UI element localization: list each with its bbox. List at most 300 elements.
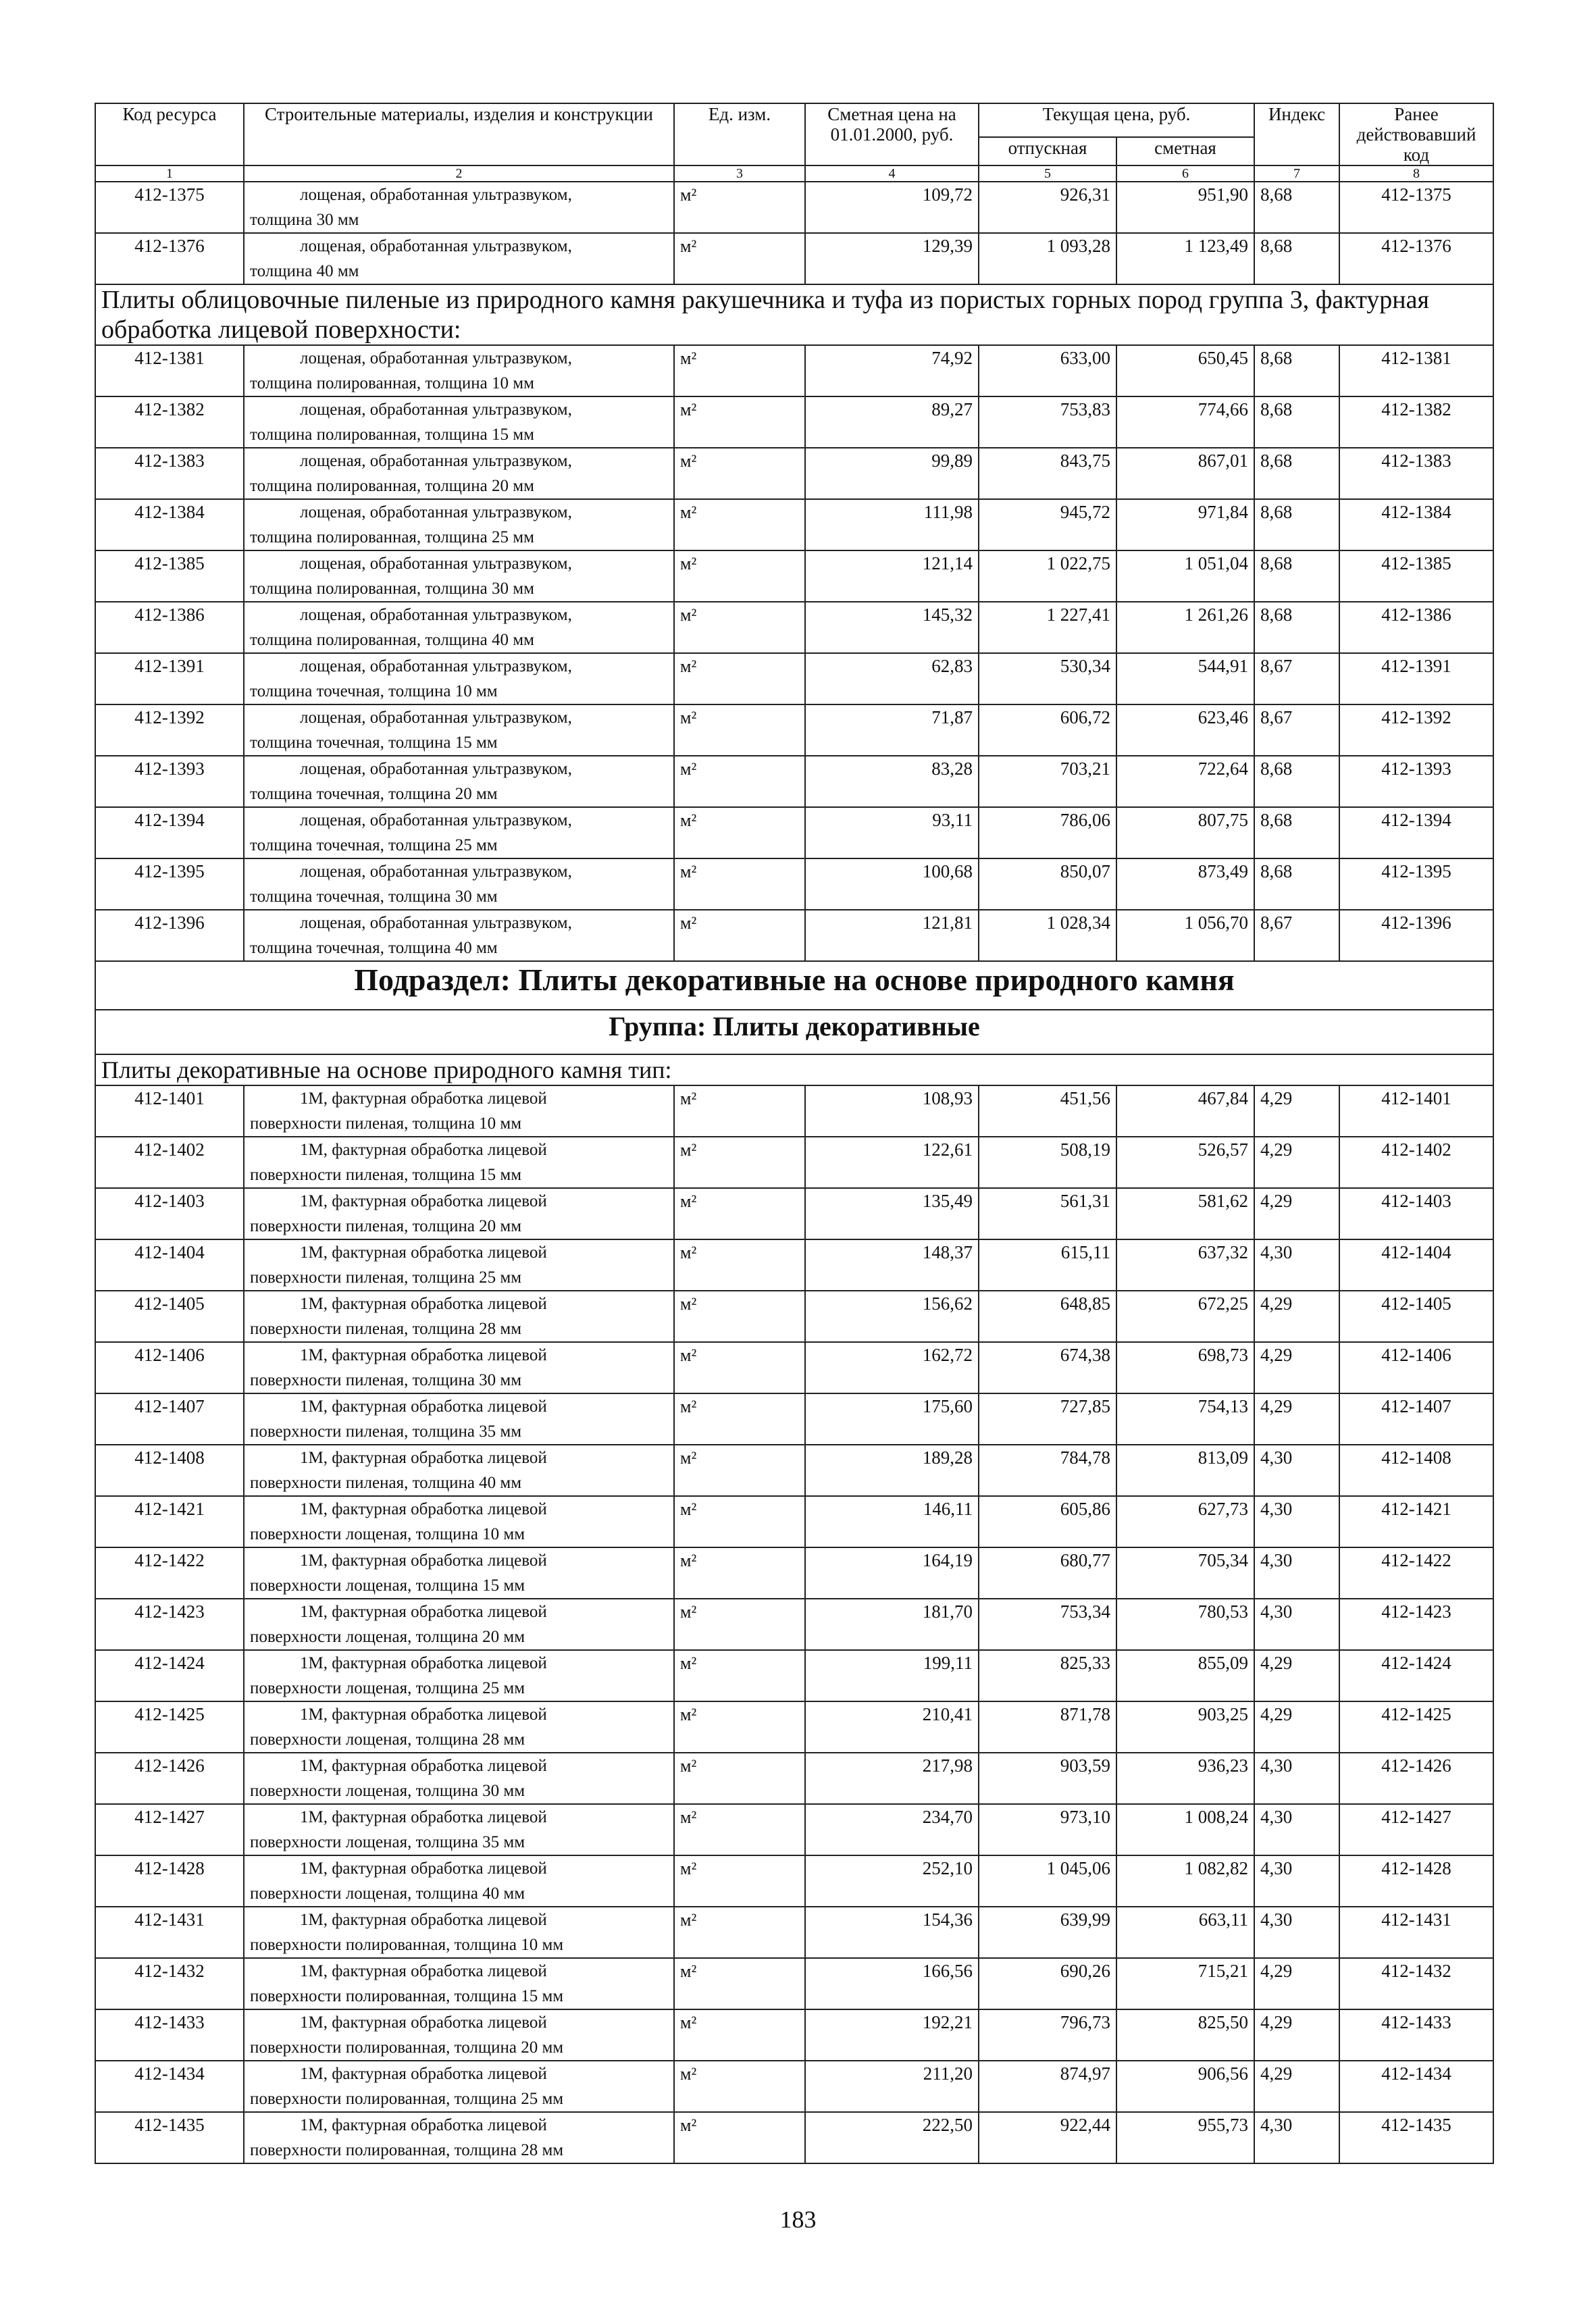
previous-code: 412-1423 [1339, 1599, 1493, 1650]
unit-of-measure: м² [674, 1496, 805, 1547]
column-number: 3 [674, 165, 805, 182]
table-section-b [95, 345, 1493, 961]
resource-code: 412-1384 [95, 499, 244, 550]
price-index: 4,30 [1254, 1599, 1339, 1650]
table-row [95, 1855, 1493, 1907]
base-price: 83,28 [805, 756, 979, 807]
estimate-price: 754,13 [1116, 1393, 1254, 1445]
resource-code: 412-1381 [95, 345, 244, 396]
subsection-heading: Подраздел: Плиты декоративные на основе природного камня [95, 961, 1493, 1010]
unit-of-measure: м² [674, 858, 805, 910]
resource-name-line-2: толщина точечная, толщина 30 мм [250, 888, 498, 906]
resource-name-line-2: поверхности лощеная, толщина 30 мм [250, 1782, 525, 1800]
unit-of-measure: м² [674, 1804, 805, 1855]
unit-of-measure: м² [674, 2112, 805, 2163]
release-price: 561,31 [979, 1188, 1116, 1239]
table-row [95, 2112, 1493, 2163]
resource-price-table [95, 103, 1494, 2164]
base-price: 252,10 [805, 1855, 979, 1907]
header-index: Индекс [1254, 103, 1339, 165]
table-row [95, 1393, 1493, 1445]
unit-of-measure: м² [674, 1701, 805, 1753]
resource-name-line-2: поверхности лощеная, толщина 25 мм [250, 1679, 525, 1697]
unit-of-measure: м² [674, 448, 805, 499]
table-row [95, 1907, 1493, 1958]
resource-name-line-2: поверхности пиленая, толщина 28 мм [250, 1320, 522, 1338]
resource-name-line-2: толщина полированная, толщина 15 мм [250, 426, 534, 444]
release-price: 727,85 [979, 1393, 1116, 1445]
unit-of-measure: м² [674, 704, 805, 756]
resource-name-line-2: толщина 30 мм [250, 211, 359, 229]
resource-name-line-1: 1М, фактурная обработка лицевой [300, 2013, 547, 2032]
table-row [95, 1137, 1493, 1188]
estimate-price: 705,34 [1116, 1547, 1254, 1599]
resource-code: 412-1407 [95, 1393, 244, 1445]
table-row [95, 1239, 1493, 1291]
base-price: 135,49 [805, 1188, 979, 1239]
previous-code: 412-1406 [1339, 1342, 1493, 1393]
previous-code: 412-1394 [1339, 807, 1493, 858]
resource-name-line-1: 1М, фактурная обработка лицевой [300, 1603, 547, 1621]
unit-of-measure: м² [674, 1547, 805, 1599]
estimate-price: 627,73 [1116, 1496, 1254, 1547]
resource-name [244, 1753, 674, 1804]
previous-code: 412-1396 [1339, 910, 1493, 961]
resource-name-line-1: лощеная, обработанная ультразвуком, [300, 452, 572, 470]
resource-code: 412-1406 [95, 1342, 244, 1393]
table-row [95, 756, 1493, 807]
resource-name [244, 807, 674, 858]
resource-name-line-2: толщина точечная, толщина 25 мм [250, 836, 498, 854]
resource-code: 412-1404 [95, 1239, 244, 1291]
resource-name-line-2: толщина полированная, толщина 25 мм [250, 528, 534, 546]
resource-code: 412-1386 [95, 602, 244, 653]
price-index: 4,30 [1254, 1239, 1339, 1291]
release-price: 451,56 [979, 1085, 1116, 1137]
estimate-price: 951,90 [1116, 182, 1254, 233]
price-index: 4,29 [1254, 1291, 1339, 1342]
release-price: 606,72 [979, 704, 1116, 756]
unit-of-measure: м² [674, 1599, 805, 1650]
price-index: 8,67 [1254, 910, 1339, 961]
unit-of-measure: м² [674, 1855, 805, 1907]
resource-name-line-1: лощеная, обработанная ультразвуком, [300, 760, 572, 778]
estimate-price: 867,01 [1116, 448, 1254, 499]
table-section-a [95, 182, 1493, 284]
price-index: 4,29 [1254, 1137, 1339, 1188]
price-index: 8,68 [1254, 345, 1339, 396]
table-row [95, 704, 1493, 756]
resource-name [244, 2112, 674, 2163]
previous-code: 412-1407 [1339, 1393, 1493, 1445]
column-number: 8 [1339, 165, 1493, 182]
estimate-price: 650,45 [1116, 345, 1254, 396]
estimate-price: 780,53 [1116, 1599, 1254, 1650]
release-price: 784,78 [979, 1445, 1116, 1496]
estimate-price: 672,25 [1116, 1291, 1254, 1342]
unit-of-measure: м² [674, 1239, 805, 1291]
release-price: 674,38 [979, 1342, 1116, 1393]
estimate-price: 903,25 [1116, 1701, 1254, 1753]
resource-name [244, 499, 674, 550]
release-price: 796,73 [979, 2009, 1116, 2061]
resource-name-line-2: поверхности лощеная, толщина 15 мм [250, 1576, 525, 1595]
resource-name-line-1: 1М, фактурная обработка лицевой [300, 1243, 547, 1262]
release-price: 850,07 [979, 858, 1116, 910]
resource-code: 412-1424 [95, 1650, 244, 1701]
resource-name-line-2: поверхности пиленая, толщина 40 мм [250, 1474, 522, 1492]
resource-name-line-2: поверхности полированная, толщина 15 мм [250, 1987, 564, 2005]
resource-name-line-1: 1М, фактурная обработка лицевой [300, 1295, 547, 1313]
table-row [95, 1188, 1493, 1239]
unit-of-measure: м² [674, 550, 805, 602]
resource-code: 412-1425 [95, 1701, 244, 1753]
release-price: 825,33 [979, 1650, 1116, 1701]
resource-code: 412-1422 [95, 1547, 244, 1599]
resource-name-line-2: поверхности пиленая, толщина 35 мм [250, 1422, 522, 1441]
price-index: 4,29 [1254, 2009, 1339, 2061]
base-price: 89,27 [805, 396, 979, 448]
column-number: 4 [805, 165, 979, 182]
resource-name-line-2: толщина точечная, толщина 15 мм [250, 734, 498, 752]
resource-name [244, 1907, 674, 1958]
release-price: 680,77 [979, 1547, 1116, 1599]
estimate-price: 936,23 [1116, 1753, 1254, 1804]
resource-name-line-2: толщина точечная, толщина 40 мм [250, 939, 498, 957]
release-price: 703,21 [979, 756, 1116, 807]
header-release-price: отпускная [979, 137, 1116, 165]
resource-name-line-2: поверхности полированная, толщина 28 мм [250, 2141, 564, 2159]
table-row [95, 2061, 1493, 2112]
group-heading: Плиты облицовочные пиленые из природного камня ракушечника и туфа из пористых горных пород группа 3, фактурная обработка лицевой поверхности: [95, 284, 1493, 345]
resource-name-line-2: толщина полированная, толщина 20 мм [250, 477, 534, 495]
resource-name [244, 448, 674, 499]
release-price: 945,72 [979, 499, 1116, 550]
table-row [95, 602, 1493, 653]
base-price: 156,62 [805, 1291, 979, 1342]
price-index: 8,68 [1254, 182, 1339, 233]
release-price: 1 028,34 [979, 910, 1116, 961]
resource-name [244, 2009, 674, 2061]
base-price: 175,60 [805, 1393, 979, 1445]
base-price: 109,72 [805, 182, 979, 233]
table-row [95, 1804, 1493, 1855]
estimate-price: 637,32 [1116, 1239, 1254, 1291]
resource-name [244, 1342, 674, 1393]
resource-code: 412-1394 [95, 807, 244, 858]
resource-name-line-1: лощеная, обработанная ультразвуком, [300, 811, 572, 829]
previous-code: 412-1424 [1339, 1650, 1493, 1701]
unit-of-measure: м² [674, 1393, 805, 1445]
resource-name [244, 1855, 674, 1907]
resource-code: 412-1434 [95, 2061, 244, 2112]
resource-name-line-1: лощеная, обработанная ультразвуком, [300, 186, 572, 204]
price-index: 4,29 [1254, 1650, 1339, 1701]
unit-of-measure: м² [674, 1907, 805, 1958]
resource-name-line-2: поверхности лощеная, толщина 40 мм [250, 1884, 525, 1903]
estimate-price: 906,56 [1116, 2061, 1254, 2112]
column-numbers-row [95, 165, 1493, 182]
previous-code: 412-1375 [1339, 182, 1493, 233]
base-price: 166,56 [805, 1958, 979, 2009]
resource-name-line-1: 1М, фактурная обработка лицевой [300, 1141, 547, 1159]
table-row [95, 550, 1493, 602]
resource-name [244, 1137, 674, 1188]
previous-code: 412-1395 [1339, 858, 1493, 910]
resource-code: 412-1423 [95, 1599, 244, 1650]
base-price: 146,11 [805, 1496, 979, 1547]
release-price: 753,34 [979, 1599, 1116, 1650]
release-price: 843,75 [979, 448, 1116, 499]
resource-name [244, 1804, 674, 1855]
release-price: 648,85 [979, 1291, 1116, 1342]
unit-of-measure: м² [674, 1445, 805, 1496]
base-price: 71,87 [805, 704, 979, 756]
unit-of-measure: м² [674, 396, 805, 448]
table-row [95, 345, 1493, 396]
previous-code: 412-1432 [1339, 1958, 1493, 2009]
estimate-price: 623,46 [1116, 704, 1254, 756]
resource-code: 412-1431 [95, 1907, 244, 1958]
resource-name-line-1: лощеная, обработанная ультразвуком, [300, 401, 572, 419]
previous-code: 412-1425 [1339, 1701, 1493, 1753]
table-row [95, 1958, 1493, 2009]
resource-name-line-1: лощеная, обработанная ультразвуком, [300, 657, 572, 675]
resource-name-line-1: 1М, фактурная обработка лицевой [300, 1500, 547, 1518]
resource-name-line-2: поверхности полированная, толщина 20 мм [250, 2038, 564, 2057]
price-index: 8,68 [1254, 756, 1339, 807]
resource-code: 412-1391 [95, 653, 244, 704]
resource-name [244, 1445, 674, 1496]
resource-name-line-2: поверхности лощеная, толщина 20 мм [250, 1628, 525, 1646]
previous-code: 412-1386 [1339, 602, 1493, 653]
release-price: 1 093,28 [979, 233, 1116, 284]
previous-code: 412-1384 [1339, 499, 1493, 550]
estimate-price: 722,64 [1116, 756, 1254, 807]
resource-code: 412-1432 [95, 1958, 244, 2009]
resource-code: 412-1385 [95, 550, 244, 602]
resource-name [244, 233, 674, 284]
resource-name [244, 858, 674, 910]
price-index: 8,68 [1254, 499, 1339, 550]
previous-code: 412-1381 [1339, 345, 1493, 396]
previous-code: 412-1404 [1339, 1239, 1493, 1291]
previous-code: 412-1405 [1339, 1291, 1493, 1342]
previous-code: 412-1393 [1339, 756, 1493, 807]
resource-name [244, 1188, 674, 1239]
unit-of-measure: м² [674, 1650, 805, 1701]
price-index: 4,29 [1254, 1701, 1339, 1753]
resource-code: 412-1421 [95, 1496, 244, 1547]
estimate-price: 1 261,26 [1116, 602, 1254, 653]
estimate-price: 1 008,24 [1116, 1804, 1254, 1855]
resource-name-line-1: 1М, фактурная обработка лицевой [300, 1192, 547, 1210]
price-index: 4,29 [1254, 1188, 1339, 1239]
release-price: 1 227,41 [979, 602, 1116, 653]
resource-code: 412-1428 [95, 1855, 244, 1907]
previous-code: 412-1428 [1339, 1855, 1493, 1907]
base-price: 122,61 [805, 1137, 979, 1188]
release-price: 926,31 [979, 182, 1116, 233]
base-price: 234,70 [805, 1804, 979, 1855]
previous-code: 412-1435 [1339, 2112, 1493, 2163]
resource-code: 412-1392 [95, 704, 244, 756]
resource-name [244, 910, 674, 961]
resource-name [244, 2061, 674, 2112]
table-row [95, 499, 1493, 550]
resource-name [244, 1239, 674, 1291]
table-row [95, 1650, 1493, 1701]
resource-code: 412-1382 [95, 396, 244, 448]
price-index: 8,67 [1254, 704, 1339, 756]
base-price: 217,98 [805, 1753, 979, 1804]
resource-name-line-2: поверхности полированная, толщина 25 мм [250, 2090, 564, 2108]
estimate-price: 825,50 [1116, 2009, 1254, 2061]
unit-of-measure: м² [674, 1958, 805, 2009]
resource-code: 412-1396 [95, 910, 244, 961]
resource-code: 412-1375 [95, 182, 244, 233]
table-row [95, 396, 1493, 448]
table-section-c [95, 1085, 1493, 2163]
estimate-price: 663,11 [1116, 1907, 1254, 1958]
estimate-price: 813,09 [1116, 1445, 1254, 1496]
previous-code: 412-1383 [1339, 448, 1493, 499]
estimate-price: 1 082,82 [1116, 1855, 1254, 1907]
release-price: 973,10 [979, 1804, 1116, 1855]
resource-name-line-1: 1М, фактурная обработка лицевой [300, 1449, 547, 1467]
subsection-heading-section [95, 961, 1493, 1085]
release-price: 633,00 [979, 345, 1116, 396]
resource-name [244, 1085, 674, 1137]
resource-name [244, 1393, 674, 1445]
base-price: 62,83 [805, 653, 979, 704]
base-price: 93,11 [805, 807, 979, 858]
resource-name-line-2: поверхности пиленая, толщина 30 мм [250, 1371, 522, 1389]
unit-of-measure: м² [674, 1342, 805, 1393]
unit-of-measure: м² [674, 756, 805, 807]
resource-name-line-1: 1М, фактурная обработка лицевой [300, 1551, 547, 1570]
previous-code: 412-1431 [1339, 1907, 1493, 1958]
resource-name-line-1: 1М, фактурная обработка лицевой [300, 1346, 547, 1364]
release-price: 786,06 [979, 807, 1116, 858]
previous-code: 412-1408 [1339, 1445, 1493, 1496]
previous-code: 412-1401 [1339, 1085, 1493, 1137]
table-row [95, 1342, 1493, 1393]
table-row [95, 1291, 1493, 1342]
resource-name [244, 704, 674, 756]
resource-name [244, 1701, 674, 1753]
table-row [95, 1753, 1493, 1804]
resource-name-line-1: 1М, фактурная обработка лицевой [300, 1397, 547, 1416]
resource-name [244, 1958, 674, 2009]
previous-code: 412-1434 [1339, 2061, 1493, 2112]
estimate-price: 955,73 [1116, 2112, 1254, 2163]
price-index: 4,30 [1254, 1445, 1339, 1496]
price-index: 4,30 [1254, 2112, 1339, 2163]
price-index: 8,67 [1254, 653, 1339, 704]
table-row [95, 807, 1493, 858]
resource-code: 412-1408 [95, 1445, 244, 1496]
unit-of-measure: м² [674, 602, 805, 653]
unit-of-measure: м² [674, 233, 805, 284]
base-price: 210,41 [805, 1701, 979, 1753]
unit-of-measure: м² [674, 1753, 805, 1804]
resource-name [244, 182, 674, 233]
resource-name-line-1: лощеная, обработанная ультразвуком, [300, 237, 572, 255]
resource-name-line-1: 1М, фактурная обработка лицевой [300, 1808, 547, 1826]
unit-of-measure: м² [674, 1188, 805, 1239]
unit-of-measure: м² [674, 910, 805, 961]
base-price: 100,68 [805, 858, 979, 910]
table-row [95, 1496, 1493, 1547]
estimate-price: 1 123,49 [1116, 233, 1254, 284]
price-index: 4,29 [1254, 2061, 1339, 2112]
previous-code: 412-1391 [1339, 653, 1493, 704]
estimate-price: 1 051,04 [1116, 550, 1254, 602]
release-price: 615,11 [979, 1239, 1116, 1291]
unit-of-measure: м² [674, 499, 805, 550]
estimate-price: 467,84 [1116, 1085, 1254, 1137]
base-price: 164,19 [805, 1547, 979, 1599]
unit-of-measure: м² [674, 182, 805, 233]
header-current-price: Текущая цена, руб. [979, 103, 1254, 137]
resource-code: 412-1393 [95, 756, 244, 807]
resource-name-line-2: толщина точечная, толщина 20 мм [250, 785, 498, 803]
resource-name-line-1: лощеная, обработанная ультразвуком, [300, 503, 572, 521]
table-row [95, 1085, 1493, 1137]
group-b-heading-section [95, 284, 1493, 345]
resource-code: 412-1376 [95, 233, 244, 284]
previous-code: 412-1382 [1339, 396, 1493, 448]
base-price: 145,32 [805, 602, 979, 653]
base-price: 199,11 [805, 1650, 979, 1701]
header-base-price: Сметная цена на 01.01.2000, руб. [805, 103, 979, 165]
estimate-price: 971,84 [1116, 499, 1254, 550]
unit-of-measure: м² [674, 2009, 805, 2061]
price-index: 4,30 [1254, 1547, 1339, 1599]
release-price: 871,78 [979, 1701, 1116, 1753]
resource-code: 412-1401 [95, 1085, 244, 1137]
resource-name-line-1: лощеная, обработанная ультразвуком, [300, 555, 572, 573]
resource-name [244, 396, 674, 448]
resource-name-line-2: поверхности лощеная, толщина 28 мм [250, 1730, 525, 1749]
table-row [95, 1445, 1493, 1496]
resource-name-line-2: толщина полированная, толщина 30 мм [250, 580, 534, 598]
header-estimate-price: сметная [1116, 137, 1254, 165]
resource-name-line-2: толщина полированная, толщина 40 мм [250, 631, 534, 649]
resource-name-line-2: поверхности пиленая, толщина 20 мм [250, 1217, 522, 1235]
group-subtitle: Плиты декоративные на основе природного камня тип: [95, 1054, 1493, 1085]
resource-name-line-2: поверхности полированная, толщина 10 мм [250, 1936, 564, 1954]
price-index: 4,30 [1254, 1804, 1339, 1855]
resource-name-line-1: 1М, фактурная обработка лицевой [300, 1089, 547, 1108]
base-price: 111,98 [805, 499, 979, 550]
price-index: 4,30 [1254, 1907, 1339, 1958]
resource-name-line-1: лощеная, обработанная ультразвуком, [300, 606, 572, 624]
previous-code: 412-1421 [1339, 1496, 1493, 1547]
price-index: 4,29 [1254, 1342, 1339, 1393]
resource-name [244, 756, 674, 807]
base-price: 222,50 [805, 2112, 979, 2163]
release-price: 1 022,75 [979, 550, 1116, 602]
resource-name-line-2: толщина точечная, толщина 10 мм [250, 682, 498, 700]
price-index: 4,30 [1254, 1855, 1339, 1907]
table-row [95, 653, 1493, 704]
unit-of-measure: м² [674, 2061, 805, 2112]
unit-of-measure: м² [674, 1137, 805, 1188]
resource-name-line-2: поверхности пиленая, толщина 10 мм [250, 1114, 522, 1133]
base-price: 189,28 [805, 1445, 979, 1496]
